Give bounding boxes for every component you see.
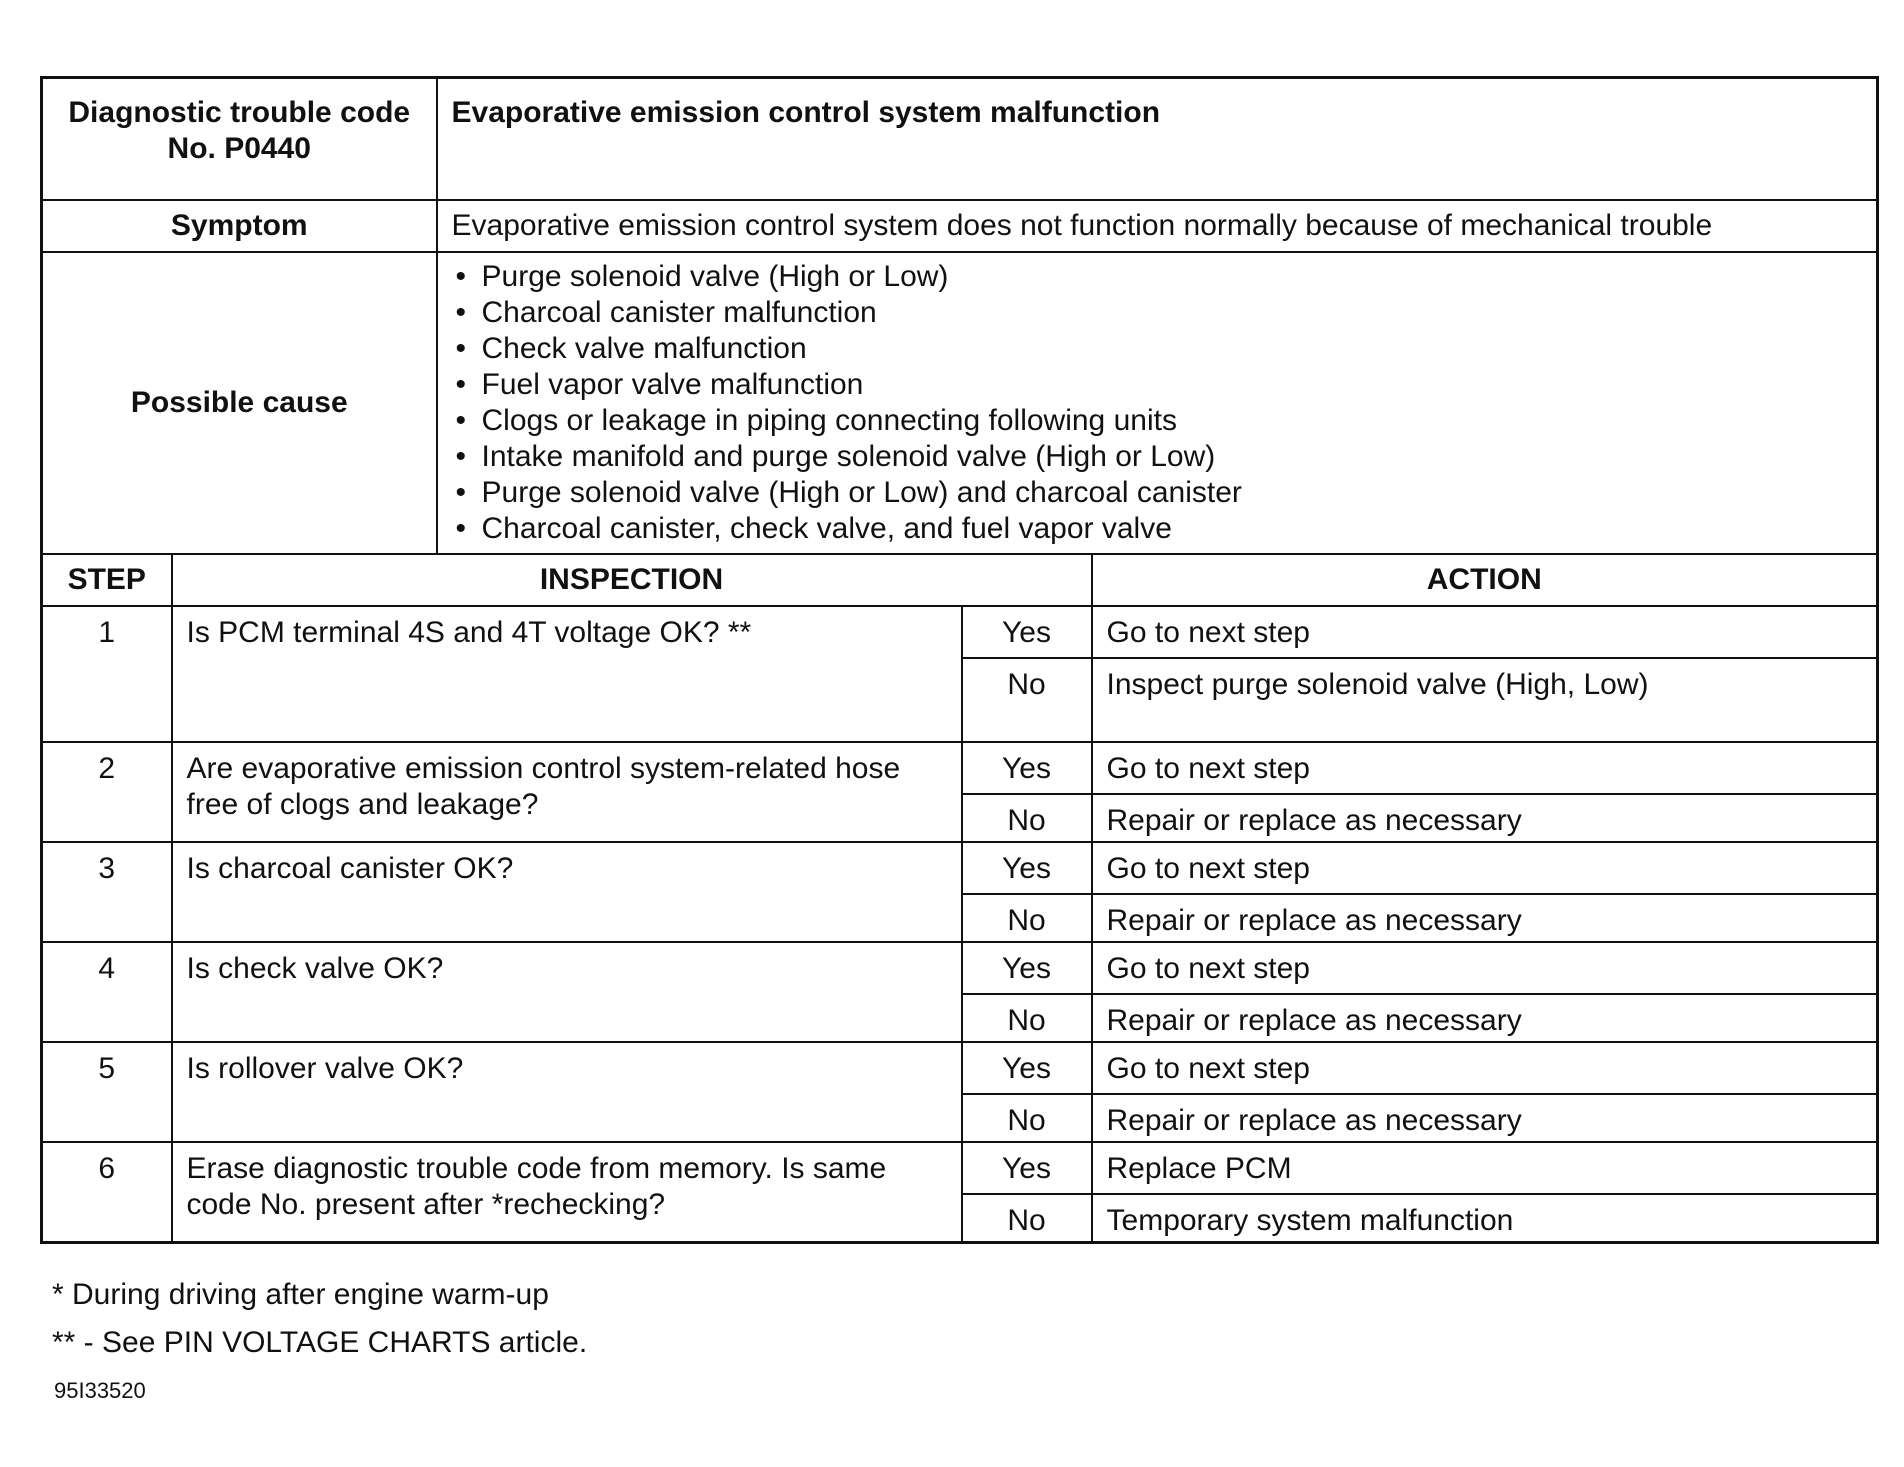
reference-code: 95I33520 bbox=[54, 1378, 146, 1403]
symptom-label: Symptom bbox=[42, 200, 437, 252]
dtc-row bbox=[42, 78, 1878, 201]
no-answer: No bbox=[962, 1094, 1092, 1142]
step-5-yes-row bbox=[42, 1042, 1878, 1094]
cause-item bbox=[452, 295, 1877, 331]
symptom-row bbox=[42, 200, 1878, 252]
bullet-icon: • bbox=[455, 512, 467, 545]
yes-action: Go to next step bbox=[1092, 606, 1878, 658]
step-number: 2 bbox=[42, 742, 172, 842]
no-answer: No bbox=[962, 658, 1092, 742]
yes-answer: Yes bbox=[962, 1142, 1092, 1194]
inspection-text: Is check valve OK? bbox=[172, 942, 962, 1042]
yes-action: Replace PCM bbox=[1092, 1142, 1878, 1194]
symptom-value: Evaporative emission control system does not function normally because of mechanical trouble bbox=[437, 200, 1878, 252]
possible-cause-label: Possible cause bbox=[42, 252, 437, 554]
no-answer: No bbox=[962, 1194, 1092, 1242]
yes-answer: Yes bbox=[962, 1042, 1092, 1094]
inspection-text: Are evaporative emission control system-related hose free of clogs and leakage? bbox=[172, 742, 962, 842]
cause-item bbox=[452, 511, 1877, 547]
bullet-icon: • bbox=[455, 260, 467, 293]
cause-item bbox=[452, 367, 1877, 403]
yes-action: Go to next step bbox=[1092, 942, 1878, 994]
no-action: Repair or replace as necessary bbox=[1092, 994, 1878, 1042]
no-action: Repair or replace as necessary bbox=[1092, 1094, 1878, 1142]
cause-text: Intake manifold and purge solenoid valve (High or Low) bbox=[481, 440, 1216, 473]
step-2-yes-row bbox=[42, 742, 1878, 794]
bullet-icon: • bbox=[455, 440, 467, 473]
step-1-yes-row bbox=[42, 606, 1878, 658]
no-action: Repair or replace as necessary bbox=[1092, 894, 1878, 942]
step-number: 4 bbox=[42, 942, 172, 1042]
yes-answer: Yes bbox=[962, 606, 1092, 658]
cause-item bbox=[452, 475, 1877, 511]
step-number: 5 bbox=[42, 1042, 172, 1142]
cause-text: Purge solenoid valve (High or Low) and charcoal canister bbox=[481, 476, 1242, 509]
bullet-icon: • bbox=[455, 368, 467, 401]
no-answer: No bbox=[962, 994, 1092, 1042]
inspection-text: Is charcoal canister OK? bbox=[172, 842, 962, 942]
step-number: 6 bbox=[42, 1142, 172, 1242]
no-action: Repair or replace as necessary bbox=[1092, 794, 1878, 842]
cause-text: Fuel vapor valve malfunction bbox=[481, 368, 864, 401]
step-3-yes-row bbox=[42, 842, 1878, 894]
bullet-icon: • bbox=[455, 476, 467, 509]
footnote-driving: * During driving after engine warm-up bbox=[52, 1278, 549, 1311]
diagnostic-table bbox=[40, 76, 1879, 1244]
yes-action: Go to next step bbox=[1092, 1042, 1878, 1094]
inspection-column-header: INSPECTION bbox=[172, 554, 1092, 606]
no-answer: No bbox=[962, 794, 1092, 842]
bullet-icon: • bbox=[455, 332, 467, 365]
possible-cause-row bbox=[42, 252, 1878, 554]
dtc-label: Diagnostic trouble code No. P0440 bbox=[42, 78, 437, 201]
cause-text: Check valve malfunction bbox=[481, 332, 807, 365]
yes-answer: Yes bbox=[962, 742, 1092, 794]
action-column-header: ACTION bbox=[1092, 554, 1878, 606]
cause-item bbox=[452, 331, 1877, 367]
no-action: Inspect purge solenoid valve (High, Low) bbox=[1092, 658, 1878, 742]
cause-text: Charcoal canister, check valve, and fuel vapor valve bbox=[481, 512, 1172, 545]
cause-item bbox=[452, 259, 1877, 295]
step-column-header: STEP bbox=[42, 554, 172, 606]
cause-text: Charcoal canister malfunction bbox=[481, 296, 877, 329]
inspection-text: Is PCM terminal 4S and 4T voltage OK? ** bbox=[172, 606, 962, 742]
bullet-icon: • bbox=[455, 404, 467, 437]
yes-action: Go to next step bbox=[1092, 842, 1878, 894]
step-6-yes-row bbox=[42, 1142, 1878, 1194]
cause-item bbox=[452, 439, 1877, 475]
column-header-row bbox=[42, 554, 1878, 606]
step-number: 3 bbox=[42, 842, 172, 942]
step-4-yes-row bbox=[42, 942, 1878, 994]
footnote-pin-voltage: ** - See PIN VOLTAGE CHARTS article. bbox=[52, 1326, 588, 1359]
yes-action: Go to next step bbox=[1092, 742, 1878, 794]
inspection-text: Is rollover valve OK? bbox=[172, 1042, 962, 1142]
step-number: 1 bbox=[42, 606, 172, 742]
yes-answer: Yes bbox=[962, 842, 1092, 894]
possible-cause-value bbox=[437, 252, 1878, 554]
no-action: Temporary system malfunction bbox=[1092, 1194, 1878, 1242]
diagnostic-sheet bbox=[40, 76, 1876, 1244]
cause-text: Clogs or leakage in piping connecting following units bbox=[481, 404, 1177, 437]
cause-text: Purge solenoid valve (High or Low) bbox=[481, 260, 949, 293]
cause-item bbox=[452, 403, 1877, 439]
yes-answer: Yes bbox=[962, 942, 1092, 994]
inspection-text: Erase diagnostic trouble code from memory. Is same code No. present after *rechecking? bbox=[172, 1142, 962, 1242]
no-answer: No bbox=[962, 894, 1092, 942]
dtc-value: Evaporative emission control system malfunction bbox=[437, 78, 1878, 201]
cause-list bbox=[452, 259, 1877, 547]
bullet-icon: • bbox=[455, 296, 467, 329]
